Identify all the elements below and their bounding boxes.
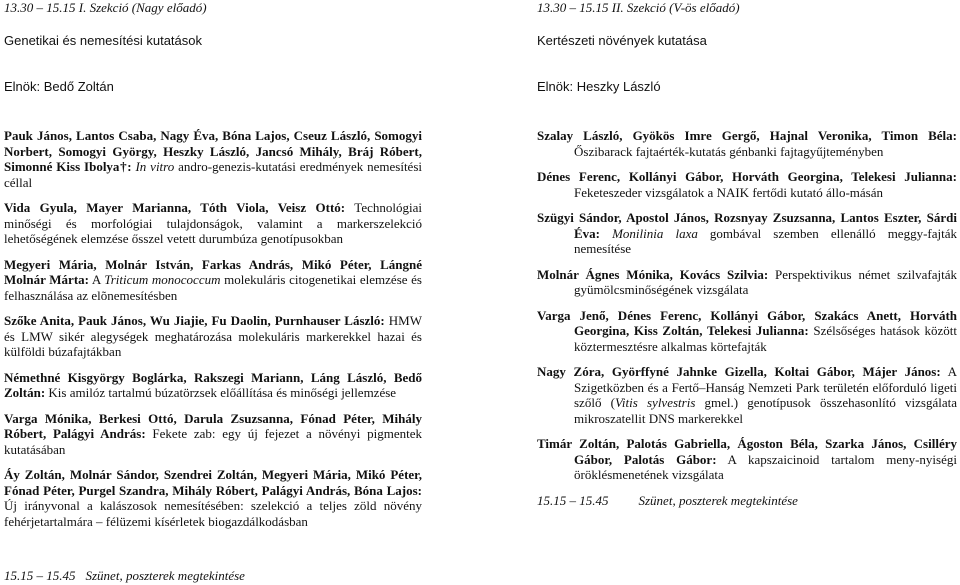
session-title: Genetikai és nemesítési kutatások bbox=[4, 33, 202, 48]
talk-title: A Szigetközben és a Fertő–Hanság Nemzeti Park területén előforduló ligeti szőlő (Vitis sylvestris gmel.) genotípusok összehasonlító vizsgálata mikroszatellit DNS markerekkel bbox=[574, 364, 958, 426]
break-line bbox=[537, 493, 957, 509]
talk-title: A Triticum monococcum molekuláris citogenetikai elemzése és felhasználása az elõnemesítésben bbox=[4, 272, 422, 303]
talk-authors: Némethné Kisgyörgy Boglárka, Rakszegi Mariann, Láng László, Bedő Zoltán: bbox=[4, 369, 422, 400]
talk-item bbox=[4, 128, 422, 190]
talk-authors: Megyeri Mária, Molnár István, Farkas András, Mikó Péter, Lángné Molnár Márta: bbox=[4, 256, 422, 287]
talk-item bbox=[4, 257, 422, 304]
talk-authors: Timár Zoltán, Palotás Gabriella, Ágoston Béla, Szarka János, Csilléry Gábor, Palotás Gábor: bbox=[537, 436, 957, 467]
talk-authors: Dénes Ferenc, Kollányi Gábor, Horváth Georgina, Telekesi Julianna: bbox=[537, 169, 957, 184]
talk-authors: Molnár Ágnes Mónika, Kovács Szilvia: bbox=[537, 266, 769, 282]
talk-item bbox=[537, 267, 957, 298]
break-label: Szünet, poszterek megtekintése bbox=[638, 492, 798, 508]
talk-authors: Nagy Zóra, Györffyné Jahnke Gizella, Koltai Gábor, Májer János: bbox=[537, 364, 941, 379]
talk-item bbox=[537, 128, 957, 159]
talk-item bbox=[4, 200, 422, 247]
talk-title: Perspektivikus német szilvafajták gyümölcsminőségének vizsgálata bbox=[574, 266, 957, 297]
talk-item bbox=[537, 169, 957, 200]
left-column bbox=[4, 0, 422, 539]
talk-authors: Varga Mónika, Berkesi Ottó, Darula Zsuzsanna, Fónad Péter, Mihály Róbert, Palágyi András: bbox=[4, 410, 422, 441]
session-title: Kertészeti növények kutatása bbox=[537, 33, 707, 48]
talk-title: Fekete zab: egy új fejezet a növényi pigmentek kutatásában bbox=[4, 426, 422, 457]
talk-authors: Áy Zoltán, Molnár Sándor, Szendrei Zoltán, Megyeri Mária, Mikó Péter, Fónad Péter, Purgel Szandra, Mihály Róbert, Palágyi András, Bóna Lajos: bbox=[4, 467, 422, 498]
talk-item bbox=[4, 370, 422, 401]
session-time-heading: 13.30 – 15.15 I. Szekció (Nagy előadó) bbox=[4, 0, 207, 15]
break-label: Szünet, poszterek megtekintése bbox=[85, 568, 245, 583]
talk-item bbox=[537, 436, 957, 483]
talk-item bbox=[537, 364, 957, 426]
talk-title: In vitro andro-genezis-kutatási eredmények nemesítési céllal bbox=[4, 159, 422, 190]
talk-authors: Vida Gyula, Mayer Marianna, Tóth Viola, Veisz Ottó: bbox=[4, 200, 346, 215]
talk-title: Technológiai minőségi és morfológiai tulajdonságok, valamint a markerszelekció lehetőségének elemzése ősszel vetett durumbúza genotípusokban bbox=[4, 200, 422, 246]
break-time: 15.15 – 15.45 bbox=[4, 568, 76, 583]
talk-item bbox=[537, 308, 957, 355]
talk-title: HMW és LMW sikér alegységek meghatározása molekuláris markerekkel hazai és külföldi búzafajtákban bbox=[4, 313, 422, 359]
talk-authors: Pauk János, Lantos Csaba, Nagy Éva, Bóna Lajos, Cseuz László, Somogyi Norbert, Somogyi György, Heszky László, Jancsó Mihály, Bráj Róbert, Simonné Kiss Ibolya†: bbox=[4, 128, 422, 174]
session-time-heading: 13.30 – 15.15 II. Szekció (V-ös előadó) bbox=[537, 0, 740, 15]
talk-title: A kapszaicinoid tartalom meny-nyiségi öröklésmenetének vizsgálata bbox=[574, 451, 957, 482]
talk-list bbox=[537, 128, 957, 483]
break-time: 15.15 – 15.45 bbox=[537, 492, 609, 508]
talk-item bbox=[4, 411, 422, 458]
talk-item bbox=[537, 210, 957, 257]
session-chair: Elnök: Bedő Zoltán bbox=[4, 78, 114, 94]
talk-title: Új irányvonal a kalászosok nemesítésében: szelekció a teljes zöld növény fehérjetartalmára – félüzemi kísérletek biogazdálkodásban bbox=[4, 498, 422, 529]
talk-title: Szélsőséges hatások között köztermesztésre alkalmas körtefajták bbox=[574, 323, 957, 354]
talk-authors: Szalay László, Gyökös Imre Gergő, Hajnal Veronika, Timon Béla: bbox=[537, 128, 957, 143]
talk-list bbox=[4, 128, 422, 529]
talk-title: Őszibarack fajtaérték-kutatás génbanki fajtagyűjteményben bbox=[574, 143, 884, 159]
bottom-break-line bbox=[4, 568, 245, 584]
talk-item bbox=[4, 313, 422, 360]
talk-title: Monilinia laxa gombával szemben ellenálló meggy-fajták nemesítése bbox=[574, 225, 957, 256]
talk-authors: Szügyi Sándor, Apostol János, Rozsnyay Zsuzsanna, Lantos Eszter, Sárdi Éva: bbox=[537, 210, 957, 241]
talk-authors: Varga Jenő, Dénes Ferenc, Kollányi Gábor, Szakács Anett, Horváth Georgina, Kiss Zoltán, Telekesi Julianna: bbox=[537, 307, 957, 338]
talk-authors: Szőke Anita, Pauk János, Wu Jiajie, Fu Daolin, Purnhauser László: bbox=[4, 313, 385, 328]
talk-title: Feketeszeder vizsgálatok a NAIK fertődi kutató állo-másán bbox=[574, 184, 883, 200]
session-chair: Elnök: Heszky László bbox=[537, 78, 661, 94]
talk-title: Kis amilóz tartalmú búzatörzsek előállítása és minőségi jellemzése bbox=[45, 385, 397, 400]
right-column bbox=[537, 0, 957, 508]
talk-item bbox=[4, 467, 422, 529]
